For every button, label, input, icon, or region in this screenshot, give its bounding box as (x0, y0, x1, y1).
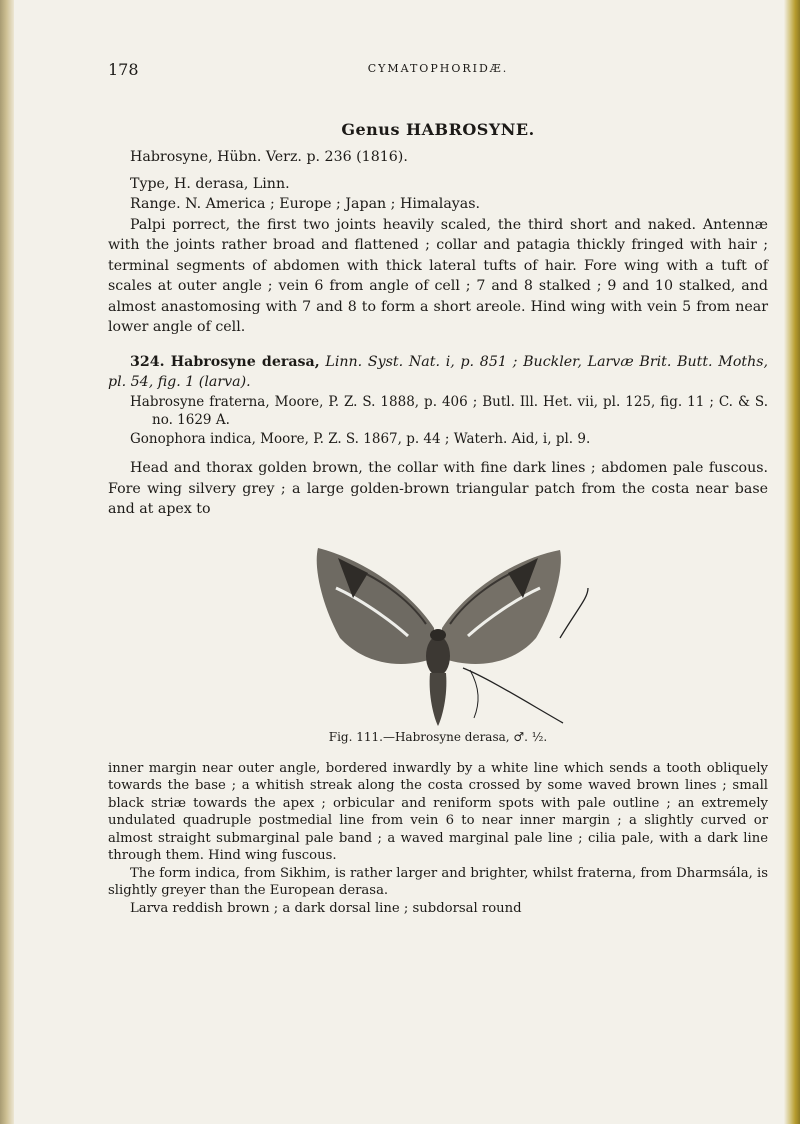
moth-head (430, 629, 446, 641)
genus-title: Genus HABROSYNE. (341, 120, 535, 139)
species-number-name (130, 354, 320, 370)
genus-type-line: Type, H. derasa, Linn. (130, 175, 290, 192)
figure-caption: Fig. 111.—Habrosyne derasa, ♂. ½. (328, 729, 548, 744)
family-heading: CYMATOPHORIDÆ. (367, 62, 509, 75)
left-binding-edge (0, 0, 14, 1124)
species-name: Habrosyne derasa, (170, 353, 320, 370)
moth-abdomen (430, 673, 447, 726)
right-binding-edge (784, 0, 800, 1124)
species-heading (108, 352, 768, 393)
moth-thorax (426, 636, 450, 676)
synonym-2: Gonophora indica, Moore, P. Z. S. 1867, p. 44 ; Waterh. Aid, i, pl. 9. (130, 430, 591, 447)
form-note: The form indica, from Sikhim, is rather larger and brighter, whilst fraterna, from Dharmsála, is slightly greyer than the European derasa. (108, 865, 768, 898)
description-continuation: inner margin near outer angle, bordered inwardly by a white line which sends a tooth obliquely towards the base ; a whitish streak along the costa crossed by some waved brown lines ; small black striæ towards the apex ; orbicular and reniform spots with pale outline ; an extremely undulated quadruple postmedial line from vein 6 to near inner margin ; a slightly curved or almost straight submarginal pale band ; a waved marginal pale line ; cilia pale, with a dark line through them. Hind wing fuscous. (108, 760, 768, 863)
moth-figure (108, 528, 768, 728)
species-number: 324. (130, 353, 165, 370)
larva-description: Larva reddish brown ; a dark dorsal line ; subdorsal round (130, 900, 522, 916)
species-citation: Linn. Syst. Nat. i, p. 851 ; Buckler, Larvæ Brit. Butt. Moths, pl. 54, fig. 1 (larva). (108, 353, 768, 390)
synonym-1: Habrosyne fraterna, Moore, P. Z. S. 1888, p. 406 ; Butl. Ill. Het. vii, pl. 125, fig. 11 ; C. & S. no. 1629 A. (130, 393, 768, 428)
species-description: Head and thorax golden brown, the collar with fine dark lines ; abdomen pale fuscous. Fore wing silvery grey ; a large golden-brown triangular patch from the costa near base and at apex to (108, 460, 768, 517)
running-head (108, 60, 768, 84)
left-forewing (317, 548, 434, 664)
genus-description: Palpi porrect, the first two joints heavily scaled, the third short and naked. Antennæ with the joints rather broad and flattened ; collar and patagia thickly fringed with hair ; terminal segments of abdomen with thick lateral tufts of hair. Fore wing with a tuft of scales at outer angle ; vein 6 from angle of cell ; 7 and 8 stalked ; 9 and 10 stalked, and almost anastomosing with 7 and 8 to form a short areole. Hind wing with vein 5 from near lower angle of cell. (108, 216, 768, 335)
book-page (108, 60, 768, 917)
genus-author: Habrosyne, Hübn. Verz. p. 236 (1816). (130, 149, 408, 165)
right-forewing (442, 550, 561, 664)
genus-range: Range. N. America ; Europe ; Japan ; Himalayas. (130, 196, 481, 212)
page-number: 178 (108, 60, 139, 79)
moth-illustration-icon (108, 528, 768, 728)
